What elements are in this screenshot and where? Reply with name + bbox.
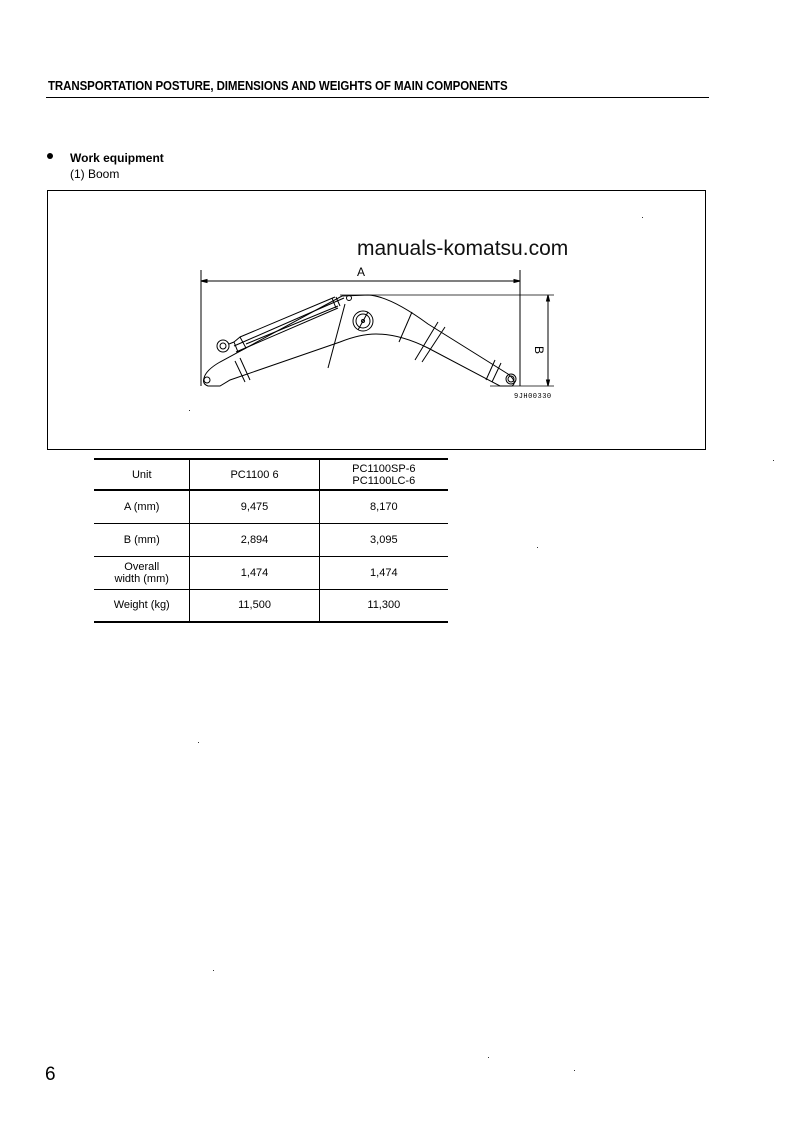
figure-code: 9JH00330	[514, 393, 552, 401]
cell-pc1100: 9,475	[190, 490, 319, 523]
cell-pc1100sp-lc: 1,474	[370, 566, 398, 579]
header-pc1100lc: PC1100LC-6	[352, 474, 416, 487]
watermark-text: manuals-komatsu.com	[357, 237, 569, 260]
table-row	[94, 490, 448, 523]
scan-speck	[189, 410, 190, 411]
row-label-line1: Overall	[124, 560, 160, 573]
dimension-a-label: A	[357, 265, 366, 279]
header-pc1100: PC1100 6	[190, 459, 319, 490]
page-header-title: TRANSPORTATION POSTURE, DIMENSIONS AND WEIGHTS OF MAIN COMPONENTS	[48, 79, 508, 93]
row-label	[94, 556, 190, 589]
header-pc1100sp-lc	[319, 459, 448, 490]
row-label: A (mm)	[94, 490, 190, 523]
section-title: Work equipment	[70, 151, 164, 165]
page-number: 6	[45, 1064, 56, 1085]
table-row	[94, 589, 448, 622]
header-divider	[46, 97, 709, 98]
table-row	[94, 556, 448, 589]
cell-pc1100: 2,894	[190, 523, 319, 556]
cell-pc1100sp-lc: 3,095	[370, 533, 398, 546]
scan-speck	[213, 970, 214, 971]
scan-speck	[488, 1057, 489, 1058]
scan-speck	[574, 1070, 575, 1071]
boom-diagram	[190, 262, 570, 404]
table-row	[94, 523, 448, 556]
dimension-b-line	[340, 295, 554, 386]
dimensions-table	[94, 458, 448, 623]
header-pc1100sp: PC1100SP-6	[352, 462, 416, 475]
bullet-icon	[47, 153, 53, 159]
scan-speck	[198, 742, 199, 743]
header-unit: Unit	[94, 459, 190, 490]
scan-speck	[773, 460, 774, 461]
boom-outline	[204, 295, 517, 386]
cell-pc1100: 11,500	[190, 589, 319, 622]
scan-speck	[537, 547, 538, 548]
cell-pc1100sp-lc: 8,170	[370, 500, 398, 513]
row-label: B (mm)	[94, 523, 190, 556]
dimension-b-label: B	[532, 346, 546, 355]
cell-pc1100sp-lc: 11,300	[367, 599, 401, 612]
row-label: Weight (kg)	[94, 589, 190, 622]
scan-speck	[642, 217, 643, 218]
table-header-row	[94, 459, 448, 490]
row-label-line2: width (mm)	[114, 572, 169, 585]
cell-pc1100: 1,474	[190, 556, 319, 589]
subsection-title: (1) Boom	[70, 167, 120, 181]
